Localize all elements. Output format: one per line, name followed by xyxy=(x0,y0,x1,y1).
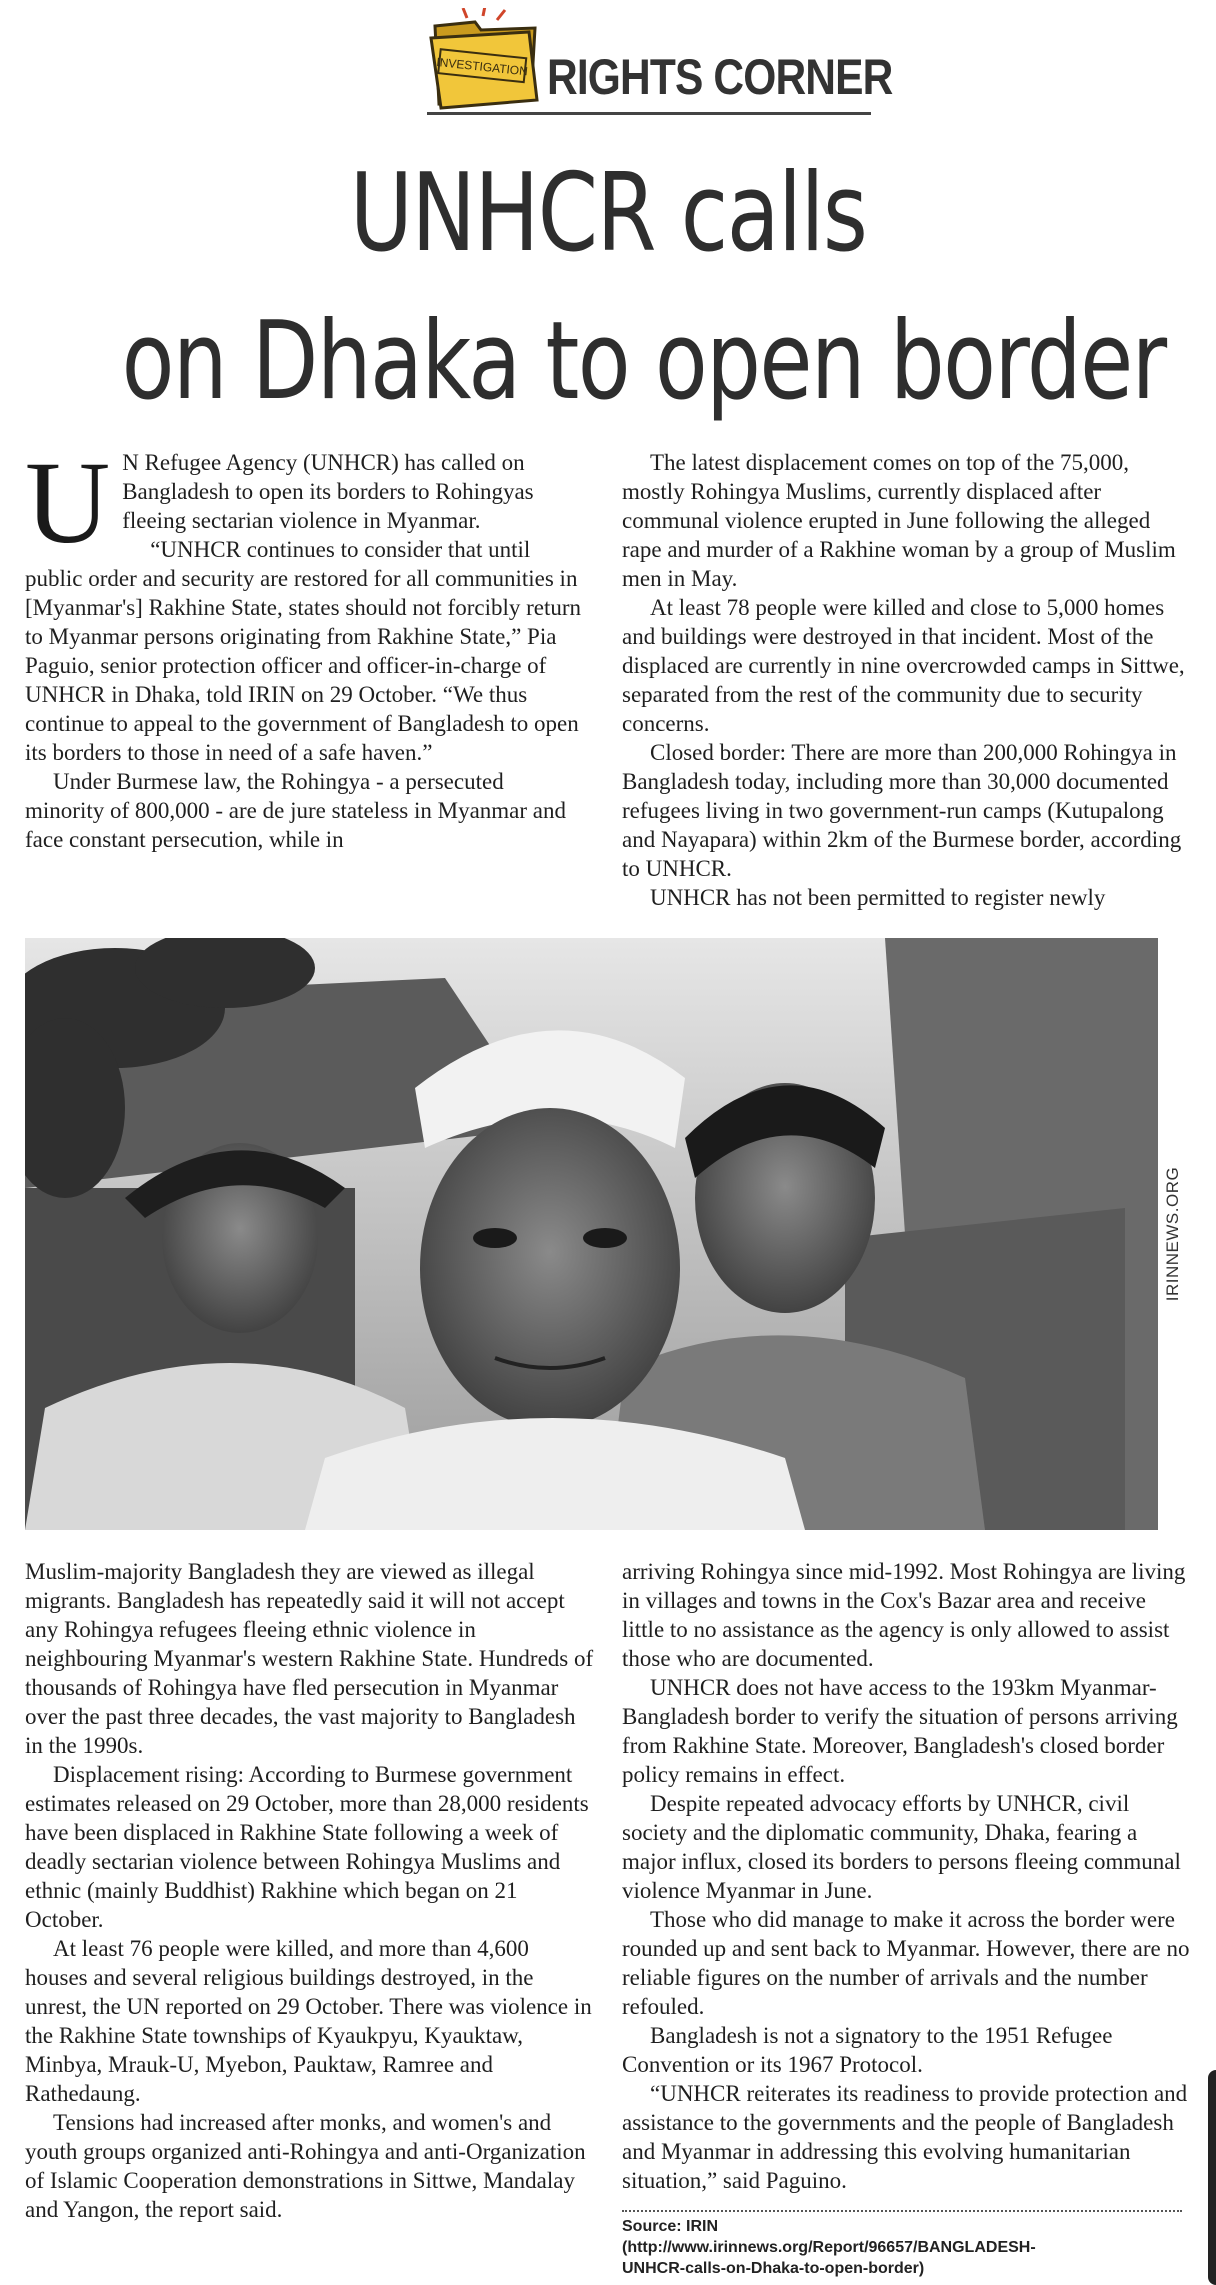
photo-illustration xyxy=(25,938,1158,1530)
drop-cap: U xyxy=(25,437,111,568)
headline-line-1: UNHCR calls xyxy=(349,151,867,276)
article-paragraph: Bangladesh is not a signatory to the 1951 Refugee Convention or its 1967 Protocol. xyxy=(622,2023,1113,2077)
page-edge-shadow xyxy=(1208,2070,1216,2285)
folder-label: INVESTIGATION xyxy=(435,54,529,79)
photo-credit xyxy=(1158,938,1188,1530)
article-paragraph: UNHCR does not have access to the 193km Myanmar-Bangladesh border to verify the situation of persons arriving from Rakhine State. Moreover, Bangladesh's closed border policy remains in effect. xyxy=(622,1675,1178,1787)
article-paragraph: The latest displacement comes on top of the 75,000, mostly Rohingya Muslims, currently displaced after communal violence erupted in June following the alleged rape and murder of a Rakhine woman by a group of Muslim men in May. xyxy=(622,450,1176,591)
article-column-bottom-right xyxy=(622,1557,1192,2195)
headline xyxy=(0,140,1216,436)
section-title: RIGHTS CORNER xyxy=(547,49,893,105)
source-label: Source: IRIN xyxy=(622,2218,719,2235)
article-paragraph: Displacement rising: According to Burmese government estimates released on 29 October, more than 28,000 residents have been displaced in Rakhine State following a week of deadly sectarian violence between Rohingya Muslims and ethnic (mainly Buddhist) Rakhine which began on 21 October. xyxy=(25,1762,589,1932)
article-paragraph: “UNHCR continues to consider that until public order and security are restored for all communities in [Myanmar's] Rakhine State, states should not forcibly return to Myanmar persons originating from Rakhine State,” Pia Paguio, senior protection officer and officer-in-charge of UNHCR in Dhaka, told IRIN on 29 October. “We thus continue to appeal to the government of Bangladesh to open its borders to those in need of a safe haven.” xyxy=(25,537,582,765)
article-column-top-right xyxy=(622,448,1192,912)
article-paragraph: arriving Rohingya since mid-1992. Most Rohingya are living in villages and towns in the Cox's Bazar area and receive little to no assistance as the agency is only allowed to assist those who are documented. xyxy=(622,1559,1186,1671)
article-photo xyxy=(25,938,1158,1530)
article-paragraph xyxy=(25,437,585,568)
article-paragraph: At least 76 people were killed, and more than 4,600 houses and several religious buildings destroyed, in the unrest, the UN reported on 29 October. There was violence in the Rakhine State townships of Kyaukpyu, Kyauktaw, Minbya, Mrauk-U, Myebon, Pauktaw, Ramree and Rathedaung. xyxy=(25,1936,592,2106)
source-divider xyxy=(622,2210,1182,2212)
source-url-line-2: UNHCR-calls-on-Dhaka-to-open-border) xyxy=(622,2260,925,2277)
article-paragraph: UNHCR has not been permitted to register newly xyxy=(650,885,1106,910)
article-paragraph: Those who did manage to make it across the border were rounded up and sent back to Myanmar. However, there are no reliable figures on the number of arrivals and the number refouled. xyxy=(622,1907,1190,2019)
source-credit xyxy=(622,2216,1182,2279)
article-column-top-left xyxy=(25,437,585,854)
article-paragraph: Tensions had increased after monks, and women's and youth groups organized anti-Rohingya and anti-Organization of Islamic Cooperation demonstrations in Sittwe, Mandalay and Yangon, the report said. xyxy=(25,2110,586,2222)
article-paragraph: Under Burmese law, the Rohingya - a persecuted minority of 800,000 - are de jure stateless in Myanmar and face constant persecution, while in xyxy=(25,769,566,852)
article-paragraph: Despite repeated advocacy efforts by UNHCR, civil society and the diplomatic community, Dhaka, fearing a major influx, closed its borders to persons fleeing communal violence Myanmar in June. xyxy=(622,1791,1181,1903)
photo-credit-text: IRINNEWS.ORG xyxy=(1163,1166,1182,1302)
article-paragraph: Closed border: There are more than 200,000 Rohingya in Bangladesh today, including more than 30,000 documented refugees living in two government-run camps (Kutupalong and Nayapara) within 2km of the Burmese border, according to UNHCR. xyxy=(622,740,1182,881)
headline-line-2: on Dhaka to open border xyxy=(121,299,1166,424)
article-column-bottom-left xyxy=(25,1557,595,2224)
article-paragraph: At least 78 people were killed and close to 5,000 homes and buildings were destroyed in that incident. Most of the displaced are currently in nine overcrowded camps in Sittwe, separated from the rest of the community due to security concerns. xyxy=(622,595,1185,736)
investigation-folder-icon xyxy=(425,8,545,118)
paragraph-text: N Refugee Agency (UNHCR) has called on Bangladesh to open its borders to Rohingyas fleeing sectarian violence in Myanmar. xyxy=(122,450,534,533)
header-rule xyxy=(427,112,871,115)
section-header xyxy=(425,8,893,118)
article-paragraph: Muslim-majority Bangladesh they are viewed as illegal migrants. Bangladesh has repeatedly said it will not accept any Rohingya refugees fleeing ethnic violence in neighbouring Myanmar's western Rakhine State. Hundreds of thousands of Rohingya have fled persecution in Myanmar over the past three decades, the vast majority to Bangladesh in the 1990s. xyxy=(25,1559,594,1758)
article-paragraph: “UNHCR reiterates its readiness to provide protection and assistance to the governments and the people of Bangladesh and Myanmar in addressing this evolving humanitarian situation,” said Paguino. xyxy=(622,2081,1188,2193)
source-url-line-1: (http://www.irinnews.org/Report/96657/BANGLADESH- xyxy=(622,2239,1036,2256)
